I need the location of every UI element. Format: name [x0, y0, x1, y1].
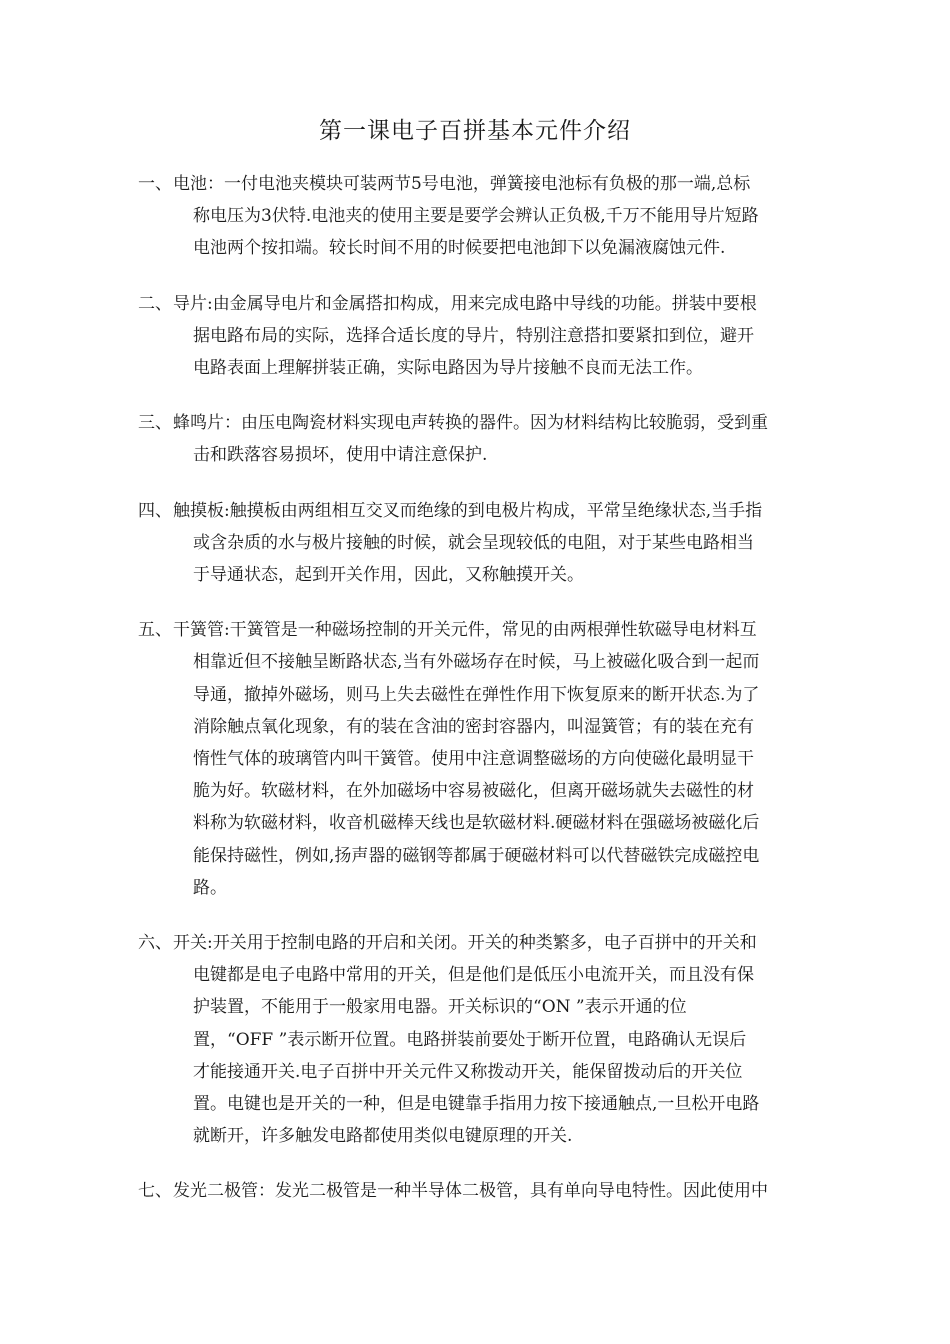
section-text-line: 干簧管:干簧管是一种磁场控制的开关元件，常见的由两根弹性软磁导电材料互: [173, 620, 757, 641]
section-number: 二、: [138, 293, 172, 314]
section-text-line: 料称为软磁材料，收音机磁棒天线也是软磁材料.硬磁材料在强磁场被磁化后: [193, 813, 760, 834]
section-text-line: 路。: [193, 877, 227, 898]
section-text-line: 相靠近但不接触呈断路状态,当有外磁场存在时候，马上被磁化吸合到一起而: [193, 652, 760, 673]
section-text-line: 消除触点氧化现象，有的装在含油的密封容器内，叫湿簧管；有的装在充有: [193, 716, 754, 737]
section-text-line: 击和跌落容易损坏，使用中请注意保护.: [193, 445, 488, 466]
section-number: 三、: [138, 413, 172, 434]
section-text-line: 就断开，许多触发电路都使用类似电键原理的开关.: [193, 1126, 573, 1147]
section-text-line: 惰性气体的玻璃管内叫干簧管。使用中注意调整磁场的方向使磁化最明显干: [193, 749, 754, 770]
section-text-line: 或含杂质的水与极片接触的时候，就会呈现较低的电阻，对于某些电路相当: [193, 532, 754, 553]
section-text-line: 据电路布局的实际，选择合适长度的导片，特别注意搭扣要紧扣到位，避开: [193, 325, 754, 346]
section-item: [138, 168, 810, 265]
document-title: 第一课电子百拼基本元件介绍: [319, 118, 631, 144]
section-item: [138, 1175, 810, 1207]
section-number: 一、: [138, 174, 172, 194]
section-text-line: 脆为好。软磁材料，在外加磁场中容易被磁化，但离开磁场就失去磁性的材: [193, 781, 754, 802]
section-text-line: 才能接通开关.电子百拼中开关元件又称拨动开关，能保留拨动后的开关位: [193, 1061, 743, 1082]
section-text-line: 称电压为3伏特.电池夹的使用主要是要学会辨认正负极,千万不能用导片短路: [193, 206, 759, 227]
section-item: [138, 407, 810, 471]
section-text-line: 导通，撤掉外磁场，则马上失去磁性在弹性作用下恢复原来的断开状态.为了: [193, 684, 760, 705]
section-list: [138, 168, 810, 1231]
section-item: [138, 927, 810, 1152]
section-text-line: 电池：一付电池夹模块可装两节5号电池，弹簧接电池标有负极的那一端,总标: [173, 174, 751, 194]
section-text-line: 触摸板:触摸板由两组相互交叉而绝缘的到电极片构成，平常呈绝缘状态,当手指: [173, 500, 763, 521]
section-text-line: 导片:由金属导电片和金属搭扣构成，用来完成电路中导线的功能。拼装中要根: [173, 293, 757, 314]
section-text-line: 能保持磁性，例如,扬声器的磁钢等都属于硬磁材料可以代替磁铁完成磁控电: [193, 845, 760, 866]
section-text-line: 于导通状态，起到开关作用，因此，又称触摸开关。: [193, 565, 584, 586]
section-number: 四、: [138, 500, 172, 521]
section-text-line: 护装置，不能用于一般家用电器。开关标识的“ON ”表示开通的位: [193, 997, 687, 1018]
section-text-line: 开关:开关用于控制电路的开启和关闭。开关的种类繁多，电子百拼中的开关和: [173, 933, 757, 954]
section-item: [138, 614, 810, 904]
section-item: [138, 288, 810, 385]
section-number: 七、: [138, 1181, 172, 1202]
section-text-line: 电池两个按扣端。较长时间不用的时候要把电池卸下以免漏液腐蚀元件.: [193, 238, 726, 259]
section-text-line: 发光二极管：发光二极管是一种半导体二极管，具有单向导电特性。因此使用中: [173, 1181, 768, 1202]
section-text-line: 电路表面上理解拼装正确，实际电路因为导片接触不良而无法工作。: [193, 358, 703, 379]
section-item: [138, 495, 810, 592]
section-number: 六、: [138, 933, 172, 954]
section-number: 五、: [138, 620, 172, 641]
section-text-line: 蜂鸣片：由压电陶瓷材料实现电声转换的器件。因为材料结构比较脆弱，受到重: [173, 413, 768, 434]
section-text-line: 电键都是电子电路中常用的开关，但是他们是低压小电流开关，而且没有保: [193, 965, 754, 986]
section-text-line: 置。电键也是开关的一种，但是电键靠手指用力按下接通触点,一旦松开电路: [193, 1094, 760, 1115]
section-text-line: 置，“OFF ”表示断开位置。电路拼装前要处于断开位置，电路确认无误后: [193, 1029, 747, 1050]
